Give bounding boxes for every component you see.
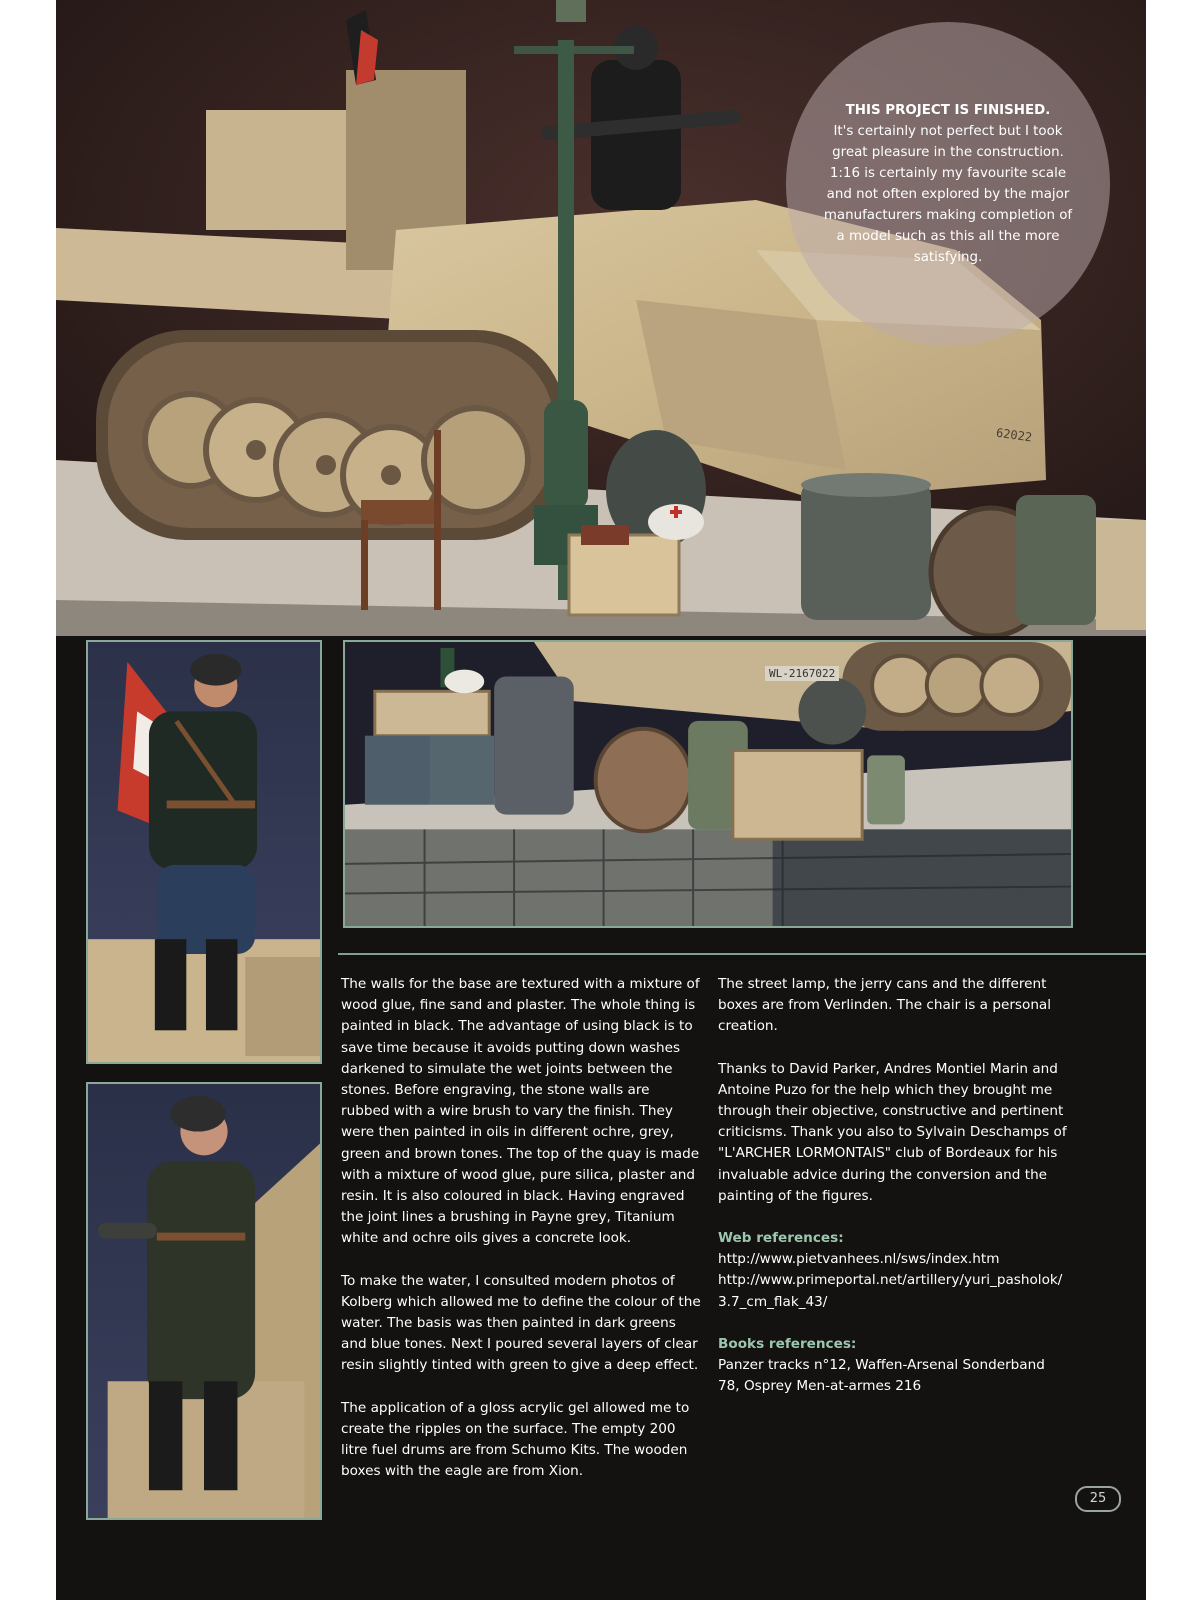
paragraph-base-walls: The walls for the base are textured with a mixture of wood glue, fine sand and plaster. The whole thing is painted in black. The advantage of using black is to save time because it avoids putting down washes darkened to simulate the wet joints between the stones. Before engraving, the stone walls are rubbed with a wire brush to vary the finish. They were then painted in oils in different ochre, grey, green and brown tones. The top of the quay is made with a mixture of wood glue, pure silica, plaster and resin. It is also coloured in black. Having engraved the joint lines a brushing in Payne grey, Titanium white and ochre oils gives a concrete look.	[341, 976, 700, 1247]
body-column-2	[718, 974, 1088, 1418]
callout-line: manufacturers making completion of	[823, 208, 1073, 223]
books-references-heading: Books references:	[718, 1335, 857, 1352]
page-number: 25	[1075, 1486, 1121, 1512]
book-reference-line: 78, Osprey Men-at-armes 216	[718, 1378, 922, 1395]
callout-line: a model such as this all the more	[836, 229, 1060, 244]
section-divider	[338, 953, 1146, 955]
callout-text	[820, 100, 1076, 268]
books-references	[718, 1334, 1088, 1398]
photo-figure-with-flag	[86, 640, 322, 1064]
web-reference-link-cont[interactable]: 3.7_cm_flak_43/	[718, 1293, 828, 1310]
photo-figure-leaning	[86, 1082, 322, 1520]
diorama-plate: WL-2167022	[765, 666, 839, 681]
vehicle-marking: 62022	[995, 425, 1033, 445]
web-references-heading: Web references:	[718, 1230, 844, 1247]
callout-heading: THIS PROJECT IS FINISHED.	[845, 103, 1051, 118]
web-reference-link[interactable]: http://www.pietvanhees.nl/sws/index.htm	[718, 1251, 1000, 1268]
web-reference-link[interactable]: http://www.primeportal.net/artillery/yuri_pasholok/	[718, 1272, 1063, 1289]
callout-line: It's certainly not perfect but I took	[833, 124, 1063, 139]
magazine-page	[56, 0, 1146, 1600]
callout-line: 1:16 is certainly my favourite scale	[829, 166, 1067, 181]
callout-circle	[786, 22, 1110, 346]
book-reference-line: Panzer tracks n°12, Waffen-Arsenal Sonderband	[718, 1357, 1045, 1374]
paragraph-accessories: The street lamp, the jerry cans and the different boxes are from Verlinden. The chair is a personal creation.	[718, 976, 1052, 1035]
paragraph-ripples: The application of a gloss acrylic gel allowed me to create the ripples on the surface. The empty 200 litre fuel drums are from Schumo Kits. The wooden boxes with the eagle are from Xion.	[341, 1399, 690, 1480]
web-references	[718, 1228, 1088, 1313]
body-column-1	[341, 974, 701, 1503]
callout-line: great pleasure in the construction.	[832, 145, 1064, 160]
photo-diorama-quay	[343, 640, 1073, 928]
paragraph-water: To make the water, I consulted modern photos of Kolberg which allowed me to define the colour of the water. The basis was then painted in dark greens and blue tones. Next I poured several layers of clear resin slightly tinted with green to give a deep effect.	[341, 1272, 701, 1374]
callout-line: satisfying.	[913, 250, 983, 265]
callout-line: and not often explored by the major	[826, 187, 1070, 202]
paragraph-thanks: Thanks to David Parker, Andres Montiel Marin and Antoine Puzo for the help which they brought me through their objective, constructive and pertinent criticisms. Thank you also to Sylvain Deschamps of "L'ARCHER LORMONTAIS" club of Bordeaux for his invaluable advice during the conversion and the painting of the figures.	[718, 1060, 1067, 1204]
